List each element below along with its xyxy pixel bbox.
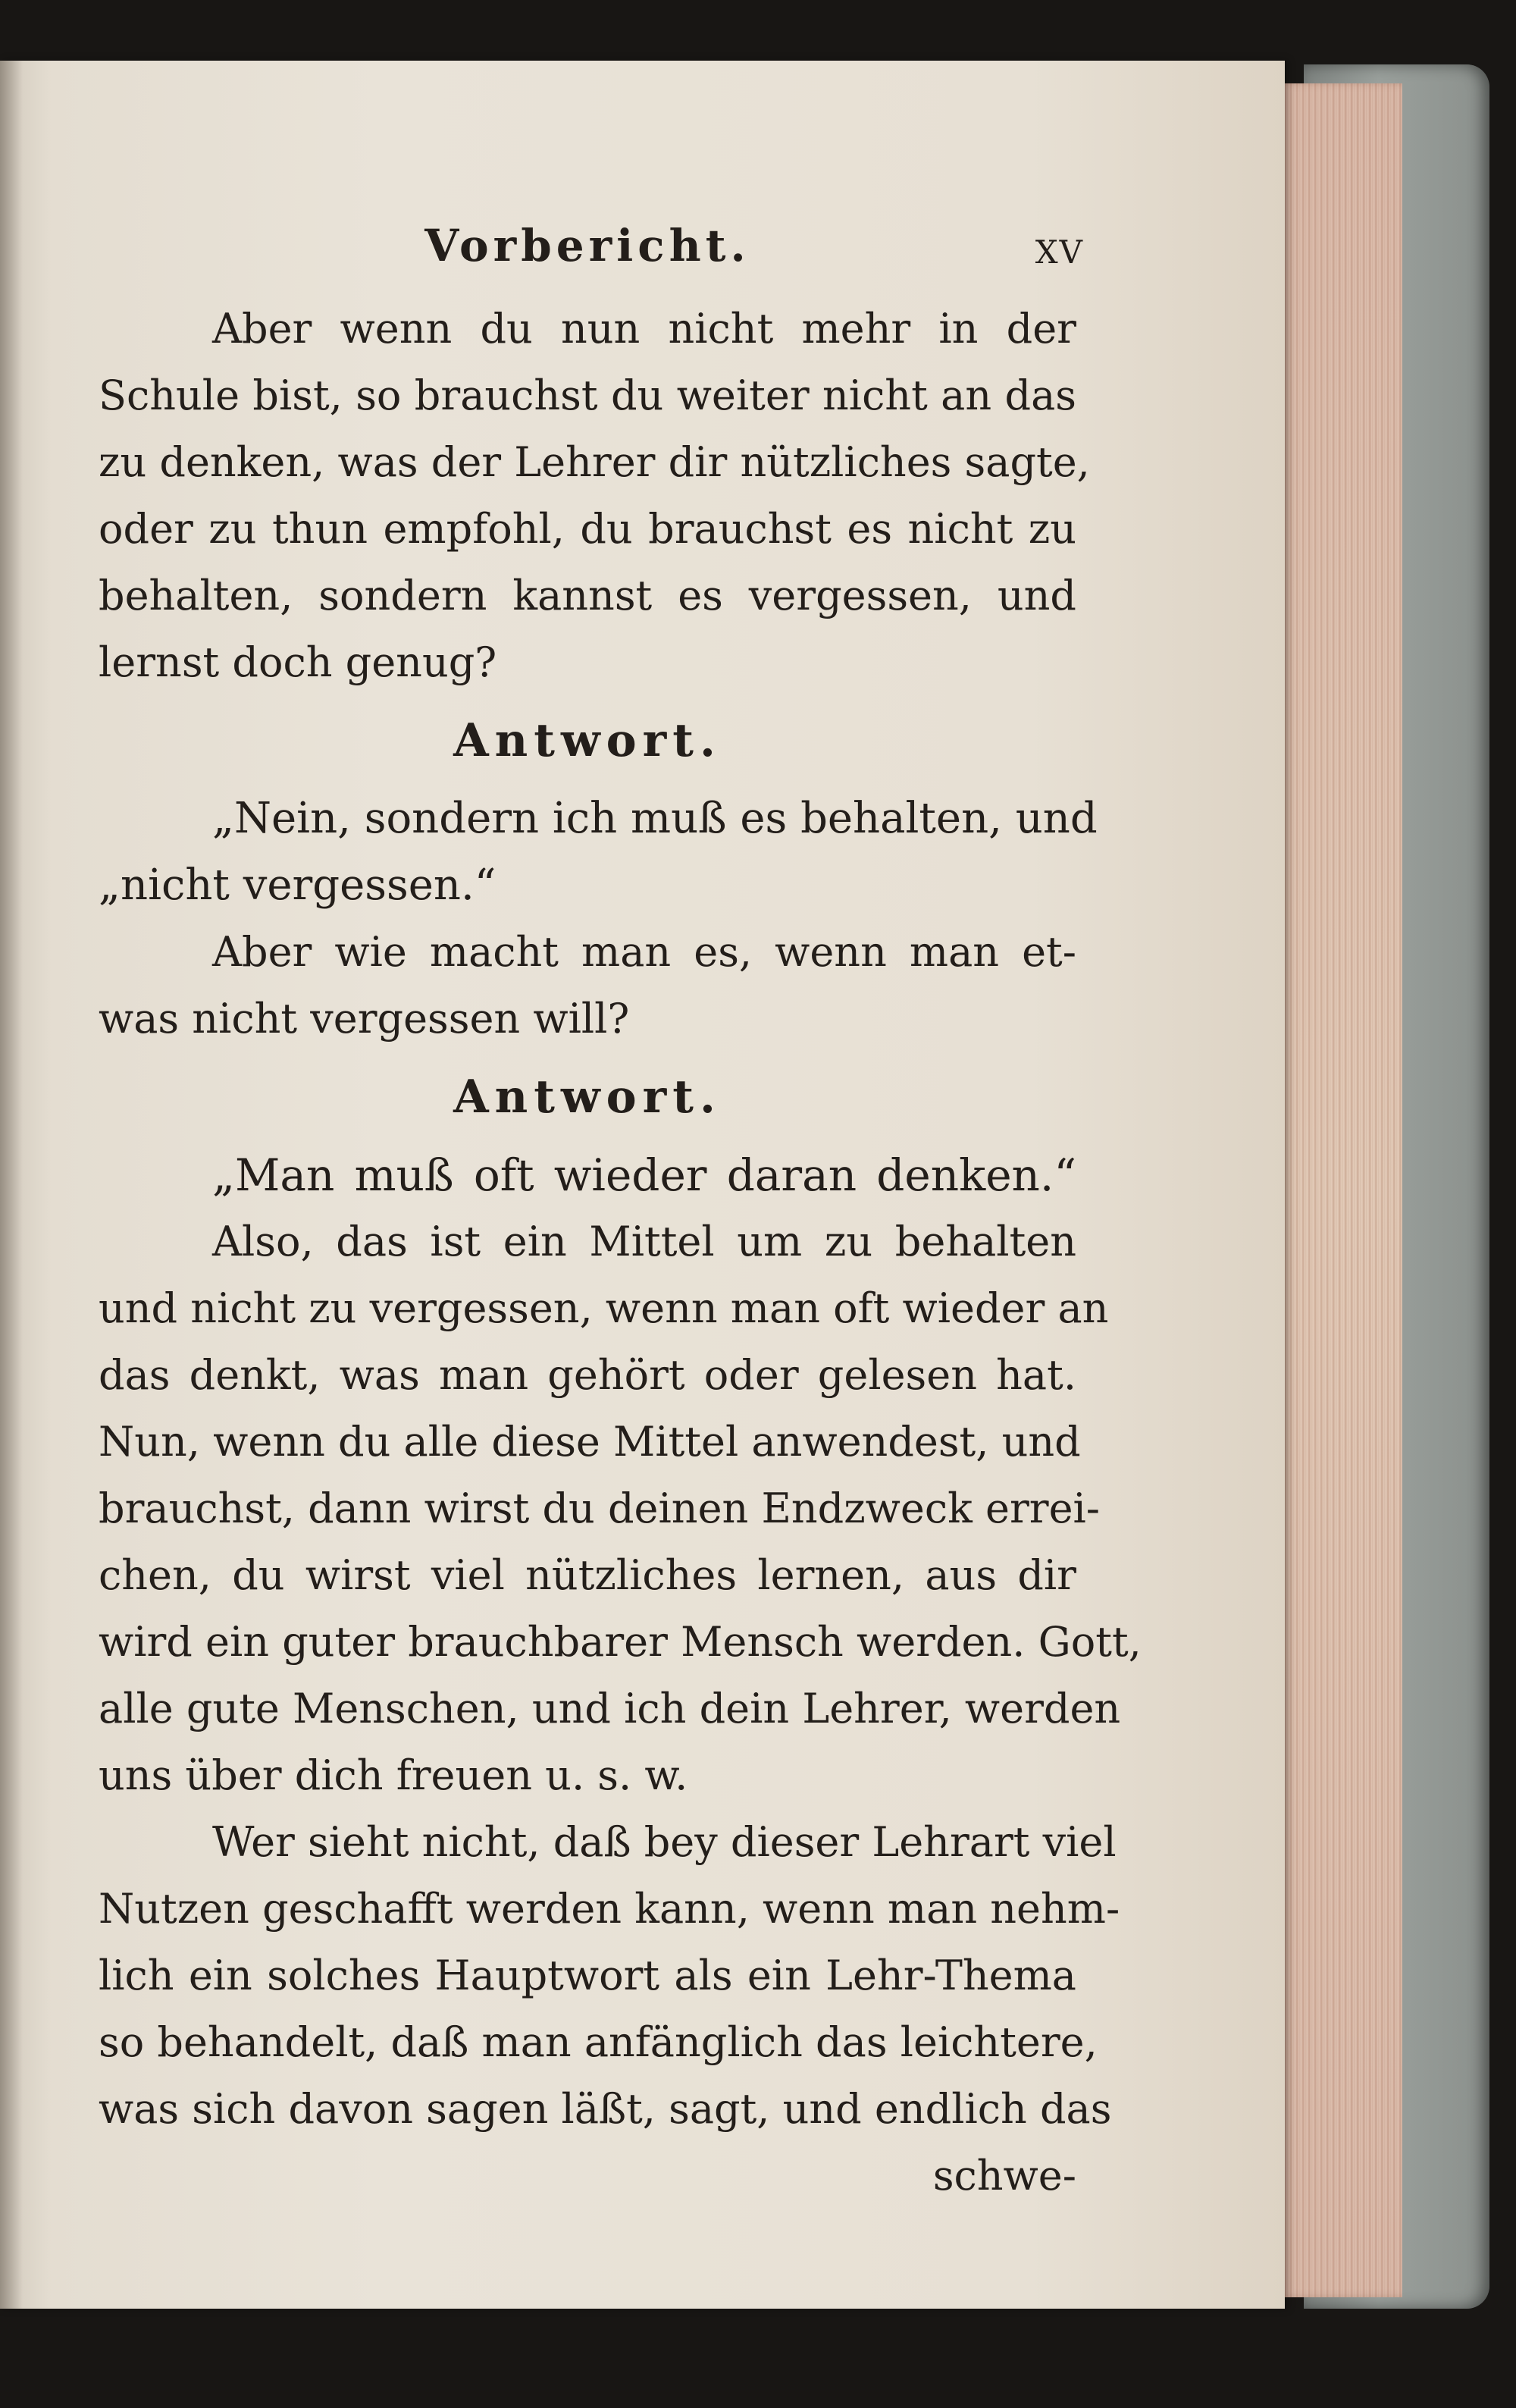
text-line: behalten, sondern kannst es vergessen, und [99, 572, 1076, 619]
paragraph-question-2 [99, 919, 1076, 1052]
paragraph-answer-2 [99, 1142, 1076, 1209]
text-line: „Nein, sondern ich muß es behalten, und [212, 794, 1098, 843]
text-line: das denkt, was man gehört oder gelesen hat. [99, 1351, 1076, 1399]
catchword: schwe- [932, 2152, 1076, 2199]
text-line: Schule bist, so brauchst du weiter nicht an das [99, 372, 1076, 419]
text-line: uns über dich freuen u. s. w. [99, 1751, 688, 1799]
text-line: Nutzen geschafft werden kann, wenn man nehm- [99, 1885, 1120, 1933]
paragraph-question-1 [99, 296, 1090, 696]
text-line: was nicht vergessen will? [99, 995, 630, 1043]
text-line: und nicht zu vergessen, wenn man oft wieder an [99, 1284, 1109, 1332]
text-line: wird ein guter brauchbarer Mensch werden. Gott, [99, 1618, 1142, 1666]
page-number: XV [1035, 234, 1084, 271]
running-title: Vorbericht. [424, 220, 750, 271]
text-line: Nun, wenn du alle diese Mittel anwendest, und [99, 1418, 1081, 1466]
paragraph-body-3 [99, 1209, 1142, 1809]
answer-heading: Antwort. [453, 1071, 722, 1124]
text-line: oder zu thun empfohl, du brauchst es nicht zu [99, 505, 1076, 553]
running-head [99, 220, 1084, 288]
text-line: alle gute Menschen, und ich dein Lehrer, werden [99, 1685, 1121, 1732]
text-line: lich ein solches Hauptwort als ein Lehr-Thema [99, 1952, 1076, 1999]
paragraph-body-4 [99, 1809, 1120, 2143]
text-line: Also, das ist ein Mittel um zu behalten [212, 1218, 1076, 1265]
page-edges [1281, 83, 1402, 2297]
book-page [0, 61, 1285, 2309]
text-line: Wer sieht nicht, daß bey dieser Lehrart viel [212, 1818, 1117, 1866]
page-text [99, 220, 1142, 2209]
text-line: „Man muß oft wieder daran denken.“ [212, 1149, 1076, 1201]
text-line: Aber wenn du nun nicht mehr in der [212, 305, 1076, 353]
text-line: was sich davon sagen läßt, sagt, und endlich das [99, 2085, 1112, 2133]
text-line: zu denken, was der Lehrer dir nützliches sagte, [99, 438, 1090, 486]
answer-heading: Antwort. [453, 714, 722, 767]
text-line: Aber wie macht man es, wenn man et- [212, 928, 1076, 976]
paragraph-answer-1 [99, 785, 1098, 919]
text-line: lernst doch genug? [99, 638, 497, 686]
text-line: so behandelt, daß man anfänglich das leichtere, [99, 2018, 1098, 2066]
text-line: „nicht vergessen.“ [99, 861, 496, 910]
text-line: chen, du wirst viel nützliches lernen, aus dir [99, 1551, 1076, 1599]
text-line: brauchst, dann wirst du deinen Endzweck errei- [99, 1485, 1101, 1532]
